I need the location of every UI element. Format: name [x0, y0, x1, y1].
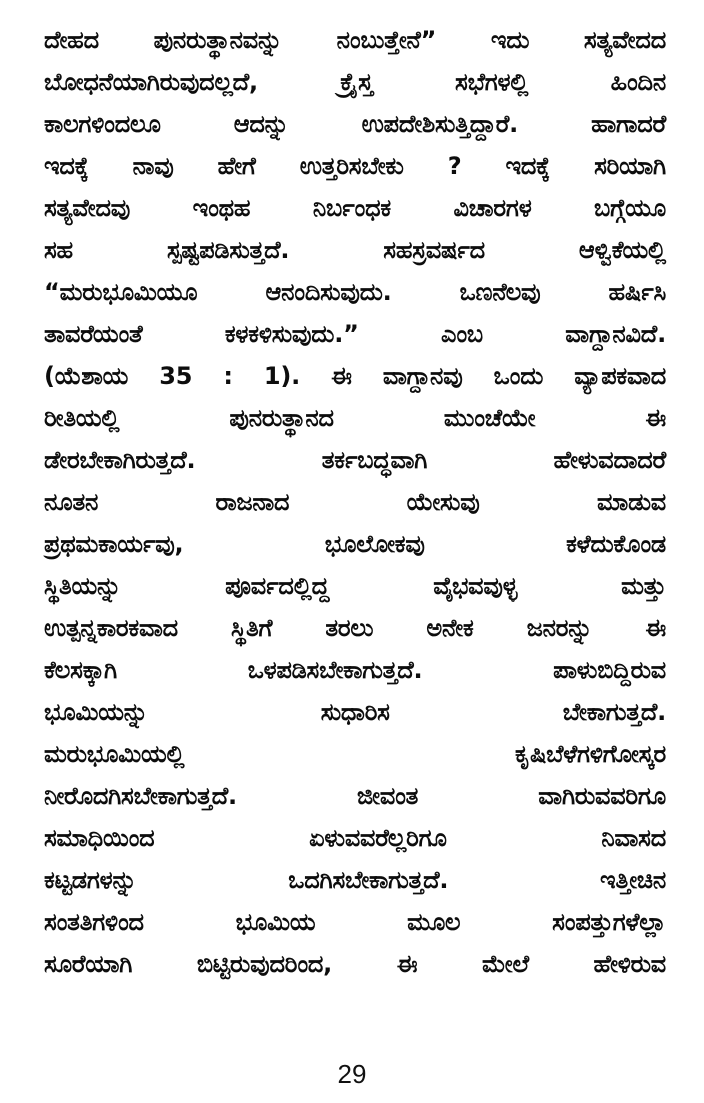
- text-line: ಪ್ರಥಮಕಾರ್ಯವು, ಭೂಲೋಕವು ಕಳೆದುಕೊಂಡ: [44, 530, 666, 558]
- text-line: ಭೂಮಿಯನ್ನು ಸುಧಾರಿಸ ಬೇಕಾಗುತ್ತದೆ.: [44, 698, 666, 726]
- text-line: ಸಹ ಸ್ಪಷ್ಟಪಡಿಸುತ್ತದೆ. ಸಹಸ್ರವರ್ಷದ ಆಳ್ವಿಕೆಯಲ್ಲಿ: [44, 236, 666, 264]
- text-line: ಇದಕ್ಕೆ ನಾವು ಹೇಗೆ ಉತ್ತರಿಸಬೇಕು ? ಇದಕ್ಕೆ ಸರಿಯಾಗಿ: [44, 152, 666, 180]
- text-line: ಮರುಭೂಮಿಯಲ್ಲಿ ಕೃಷಿಬೆಳೆಗಳಿಗೋಸ್ಕರ: [44, 740, 666, 768]
- text-line: ಸಮಾಧಿಯಿಂದ ಏಳುವವರೆಲ್ಲರಿಗೂ ನಿವಾಸದ: [44, 824, 666, 852]
- text-line: (ಯೆಶಾಯ 35 : 1). ಈ ವಾಗ್ದಾನವು ಒಂದು ವ್ಯಾಪಕವಾದ: [44, 362, 666, 390]
- text-line: ದೇಹದ ಪುನರುತ್ಥಾನವನ್ನು ನಂಬುತ್ತೇನೆ” ಇದು ಸತ್ಯವೇದದ: [44, 26, 666, 54]
- text-line: ರೀತಿಯಲ್ಲಿ ಪುನರುತ್ಥಾನದ ಮುಂಚೆಯೇ ಈ: [44, 404, 666, 432]
- text-line: “ಮರುಭೂಮಿಯೂ ಆನಂದಿಸುವುದು. ಒಣನೆಲವು ಹರ್ಷಿಸಿ: [44, 278, 666, 306]
- text-line: ಸೂರೆಯಾಗಿ ಬಿಟ್ಟಿರುವುದರಿಂದ, ಈ ಮೇಲೆ ಹೇಳಿರುವ: [44, 950, 666, 978]
- text-line: ಬೋಧನೆಯಾಗಿರುವುದಲ್ಲದೆ, ಕ್ರೈಸ್ತ ಸಭೆಗಳಲ್ಲಿ ಹಿಂದಿನ: [44, 68, 666, 96]
- text-line: ಕಾಲಗಳಿಂದಲೂ ಆದನ್ನು ಉಪದೇಶಿಸುತ್ತಿದ್ದಾರೆ. ಹಾಗಾದರೆ: [44, 110, 666, 138]
- text-line: ನೂತನ ರಾಜನಾದ ಯೇಸುವು ಮಾಡುವ: [44, 488, 666, 516]
- text-line: ಡೇರಬೇಕಾಗಿರುತ್ತದೆ. ತರ್ಕಬದ್ಧವಾಗಿ ಹೇಳುವದಾದರೆ: [44, 446, 666, 474]
- text-line: ಉತ್ಪನ್ನಕಾರಕವಾದ ಸ್ಥಿತಿಗೆ ತರಲು ಅನೇಕ ಜನರನ್ನು ಈ: [44, 614, 666, 642]
- text-line: ಸ್ಥಿತಿಯನ್ನು ಪೂರ್ವದಲ್ಲಿದ್ದ ವೈಭವವುಳ್ಳ ಮತ್ತು: [44, 572, 666, 600]
- text-line: ನೀರೊದಗಿಸಬೇಕಾಗುತ್ತದೆ. ಜೀವಂತ ವಾಗಿರುವವರಿಗೂ: [44, 782, 666, 810]
- text-line: ಕೆಲಸಕ್ಕಾಗಿ ಒಳಪಡಿಸಬೇಕಾಗುತ್ತದೆ. ಪಾಳುಬಿದ್ದಿರುವ: [44, 656, 666, 684]
- page-number: 29: [337, 1059, 367, 1089]
- text-line: ತಾವರೆಯಂತೆ ಕಳಕಳಿಸುವುದು.” ಎಂಬ ವಾಗ್ದಾನವಿದೆ.: [44, 320, 666, 348]
- text-line: ಕಟ್ಟಡಗಳನ್ನು ಒದಗಿಸಬೇಕಾಗುತ್ತದೆ. ಇತ್ತೀಚಿನ: [44, 866, 666, 894]
- text-line: ಸತ್ಯವೇದವು ಇಂಥಹ ನಿರ್ಬಂಧಕ ವಿಚಾರಗಳ ಬಗ್ಗೆಯೂ: [44, 194, 666, 222]
- text-line: ಸಂತತಿಗಳಿಂದ ಭೂಮಿಯ ಮೂಲ ಸಂಪತ್ತುಗಳೆಲ್ಲಾ: [44, 908, 666, 936]
